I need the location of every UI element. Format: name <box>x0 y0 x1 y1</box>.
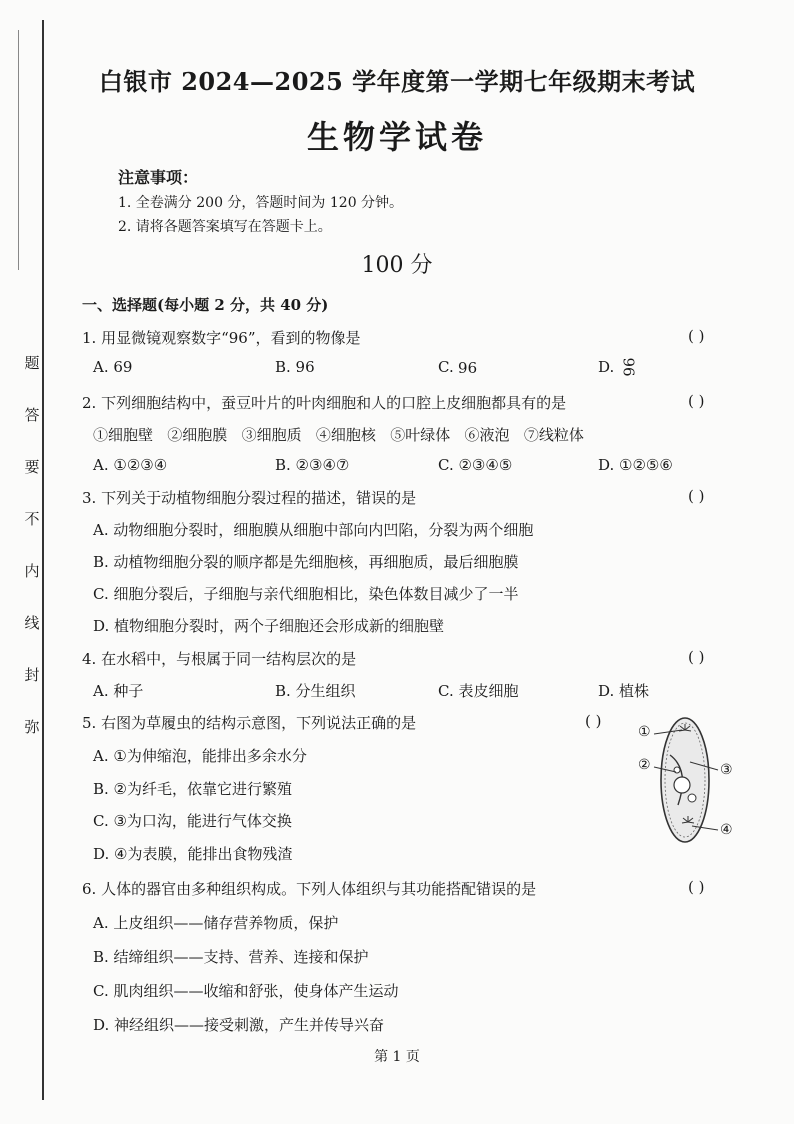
option: C. 细胞分裂后，子细胞与亲代细胞相比，染色体数目减少了一半 <box>93 585 519 603</box>
option: A. 上皮组织——储存营养物质，保护 <box>93 914 339 932</box>
answer-paren: ( ) <box>688 392 705 410</box>
option: A. ①为伸缩泡，能排出多余水分 <box>93 747 307 765</box>
rotated-digits-display: 96 <box>619 357 638 377</box>
option: C. ③为口沟，能进行气体交换 <box>93 812 292 830</box>
option: B. 动植物细胞分裂的顺序都是先细胞核，再细胞质，最后细胞膜 <box>93 553 519 571</box>
rotated-digits-display: 96 <box>458 358 478 376</box>
section-heading: 一、选择题(每小题 2 分，共 40 分) <box>82 296 329 314</box>
option: B. ②③④⑦ <box>275 456 350 474</box>
option: C. 表皮细胞 <box>438 682 519 700</box>
score-line: 100 分 <box>361 253 433 278</box>
option: D. 植株 <box>598 682 650 700</box>
diagram-label: ① <box>638 724 651 740</box>
option: C. 肌肉组织——收缩和舒张，使身体产生运动 <box>93 982 399 1000</box>
option: C. 96 <box>438 358 478 376</box>
option: B. 结缔组织——支持、营养、连接和保护 <box>93 948 369 966</box>
option: A. 69 <box>93 358 133 376</box>
question-stem: 1. 用显微镜观察数字“96”，看到的物像是 <box>82 329 361 347</box>
question-stem: 5. 右图为草履虫的结构示意图，下列说法正确的是 <box>82 714 417 732</box>
answer-paren: ( ) <box>688 648 705 666</box>
question-stem: 4. 在水稻中，与根属于同一结构层次的是 <box>82 650 357 668</box>
option: B. 96 <box>275 358 315 376</box>
margin-char: 弥 <box>24 718 40 736</box>
option: B. ②为纤毛，依靠它进行繁殖 <box>93 780 293 798</box>
exam-title: 白银市 2024—2025 学年度第一学期七年级期末考试 <box>98 67 696 96</box>
margin-char: 封 <box>24 666 40 684</box>
answer-paren: ( ) <box>688 487 705 505</box>
margin-char: 答 <box>24 406 40 424</box>
option: B. 分生组织 <box>275 682 356 700</box>
option: D. ④为表膜，能排出食物残渣 <box>93 845 293 863</box>
answer-paren: ( ) <box>688 327 705 345</box>
exam-subtitle: 生物学试卷 <box>306 118 487 156</box>
diagram-label: ② <box>638 757 651 773</box>
margin-char: 不 <box>24 510 40 528</box>
question-stem: 6. 人体的器官由多种组织构成。下列人体组织与其功能搭配错误的是 <box>82 880 537 898</box>
page-number: 第 1 页 <box>374 1049 420 1065</box>
question-stem: 2. 下列细胞结构中，蚕豆叶片的叶肉细胞和人的口腔上皮细胞都具有的是 <box>82 394 567 412</box>
notice-heading: 注意事项： <box>118 168 199 187</box>
diagram-label: ③ <box>720 762 733 778</box>
structure-list: ①细胞壁 ②细胞膜 ③细胞质 ④细胞核 ⑤叶绿体 ⑥液泡 ⑦线粒体 <box>93 426 584 444</box>
option: D. 神经组织——接受刺激，产生并传导兴奋 <box>93 1016 385 1034</box>
binding-line <box>42 20 44 1100</box>
option: D. 96 <box>598 357 638 377</box>
option: D. ①②⑤⑥ <box>598 456 673 474</box>
notice-item: 2. 请将各题答案填写在答题卡上。 <box>118 219 332 235</box>
notice-item: 1. 全卷满分 200 分，答题时间为 120 分钟。 <box>118 195 404 211</box>
answer-paren: ( ) <box>585 712 602 730</box>
margin-char: 要 <box>24 458 40 476</box>
margin-char: 内 <box>24 562 40 580</box>
answer-paren: ( ) <box>688 878 705 896</box>
option: C. ②③④⑤ <box>438 456 513 474</box>
paramecium-diagram <box>630 710 770 850</box>
margin-char: 线 <box>24 614 40 632</box>
option: A. 动物细胞分裂时，细胞膜从细胞中部向内凹陷，分裂为两个细胞 <box>93 521 534 539</box>
option: D. 植物细胞分裂时，两个子细胞还会形成新的细胞壁 <box>93 617 445 635</box>
option: A. 种子 <box>93 682 144 700</box>
option: A. ①②③④ <box>93 456 168 474</box>
margin-char: 题 <box>24 354 40 372</box>
question-stem: 3. 下列关于动植物细胞分裂过程的描述，错误的是 <box>82 489 417 507</box>
diagram-label: ④ <box>720 822 733 838</box>
